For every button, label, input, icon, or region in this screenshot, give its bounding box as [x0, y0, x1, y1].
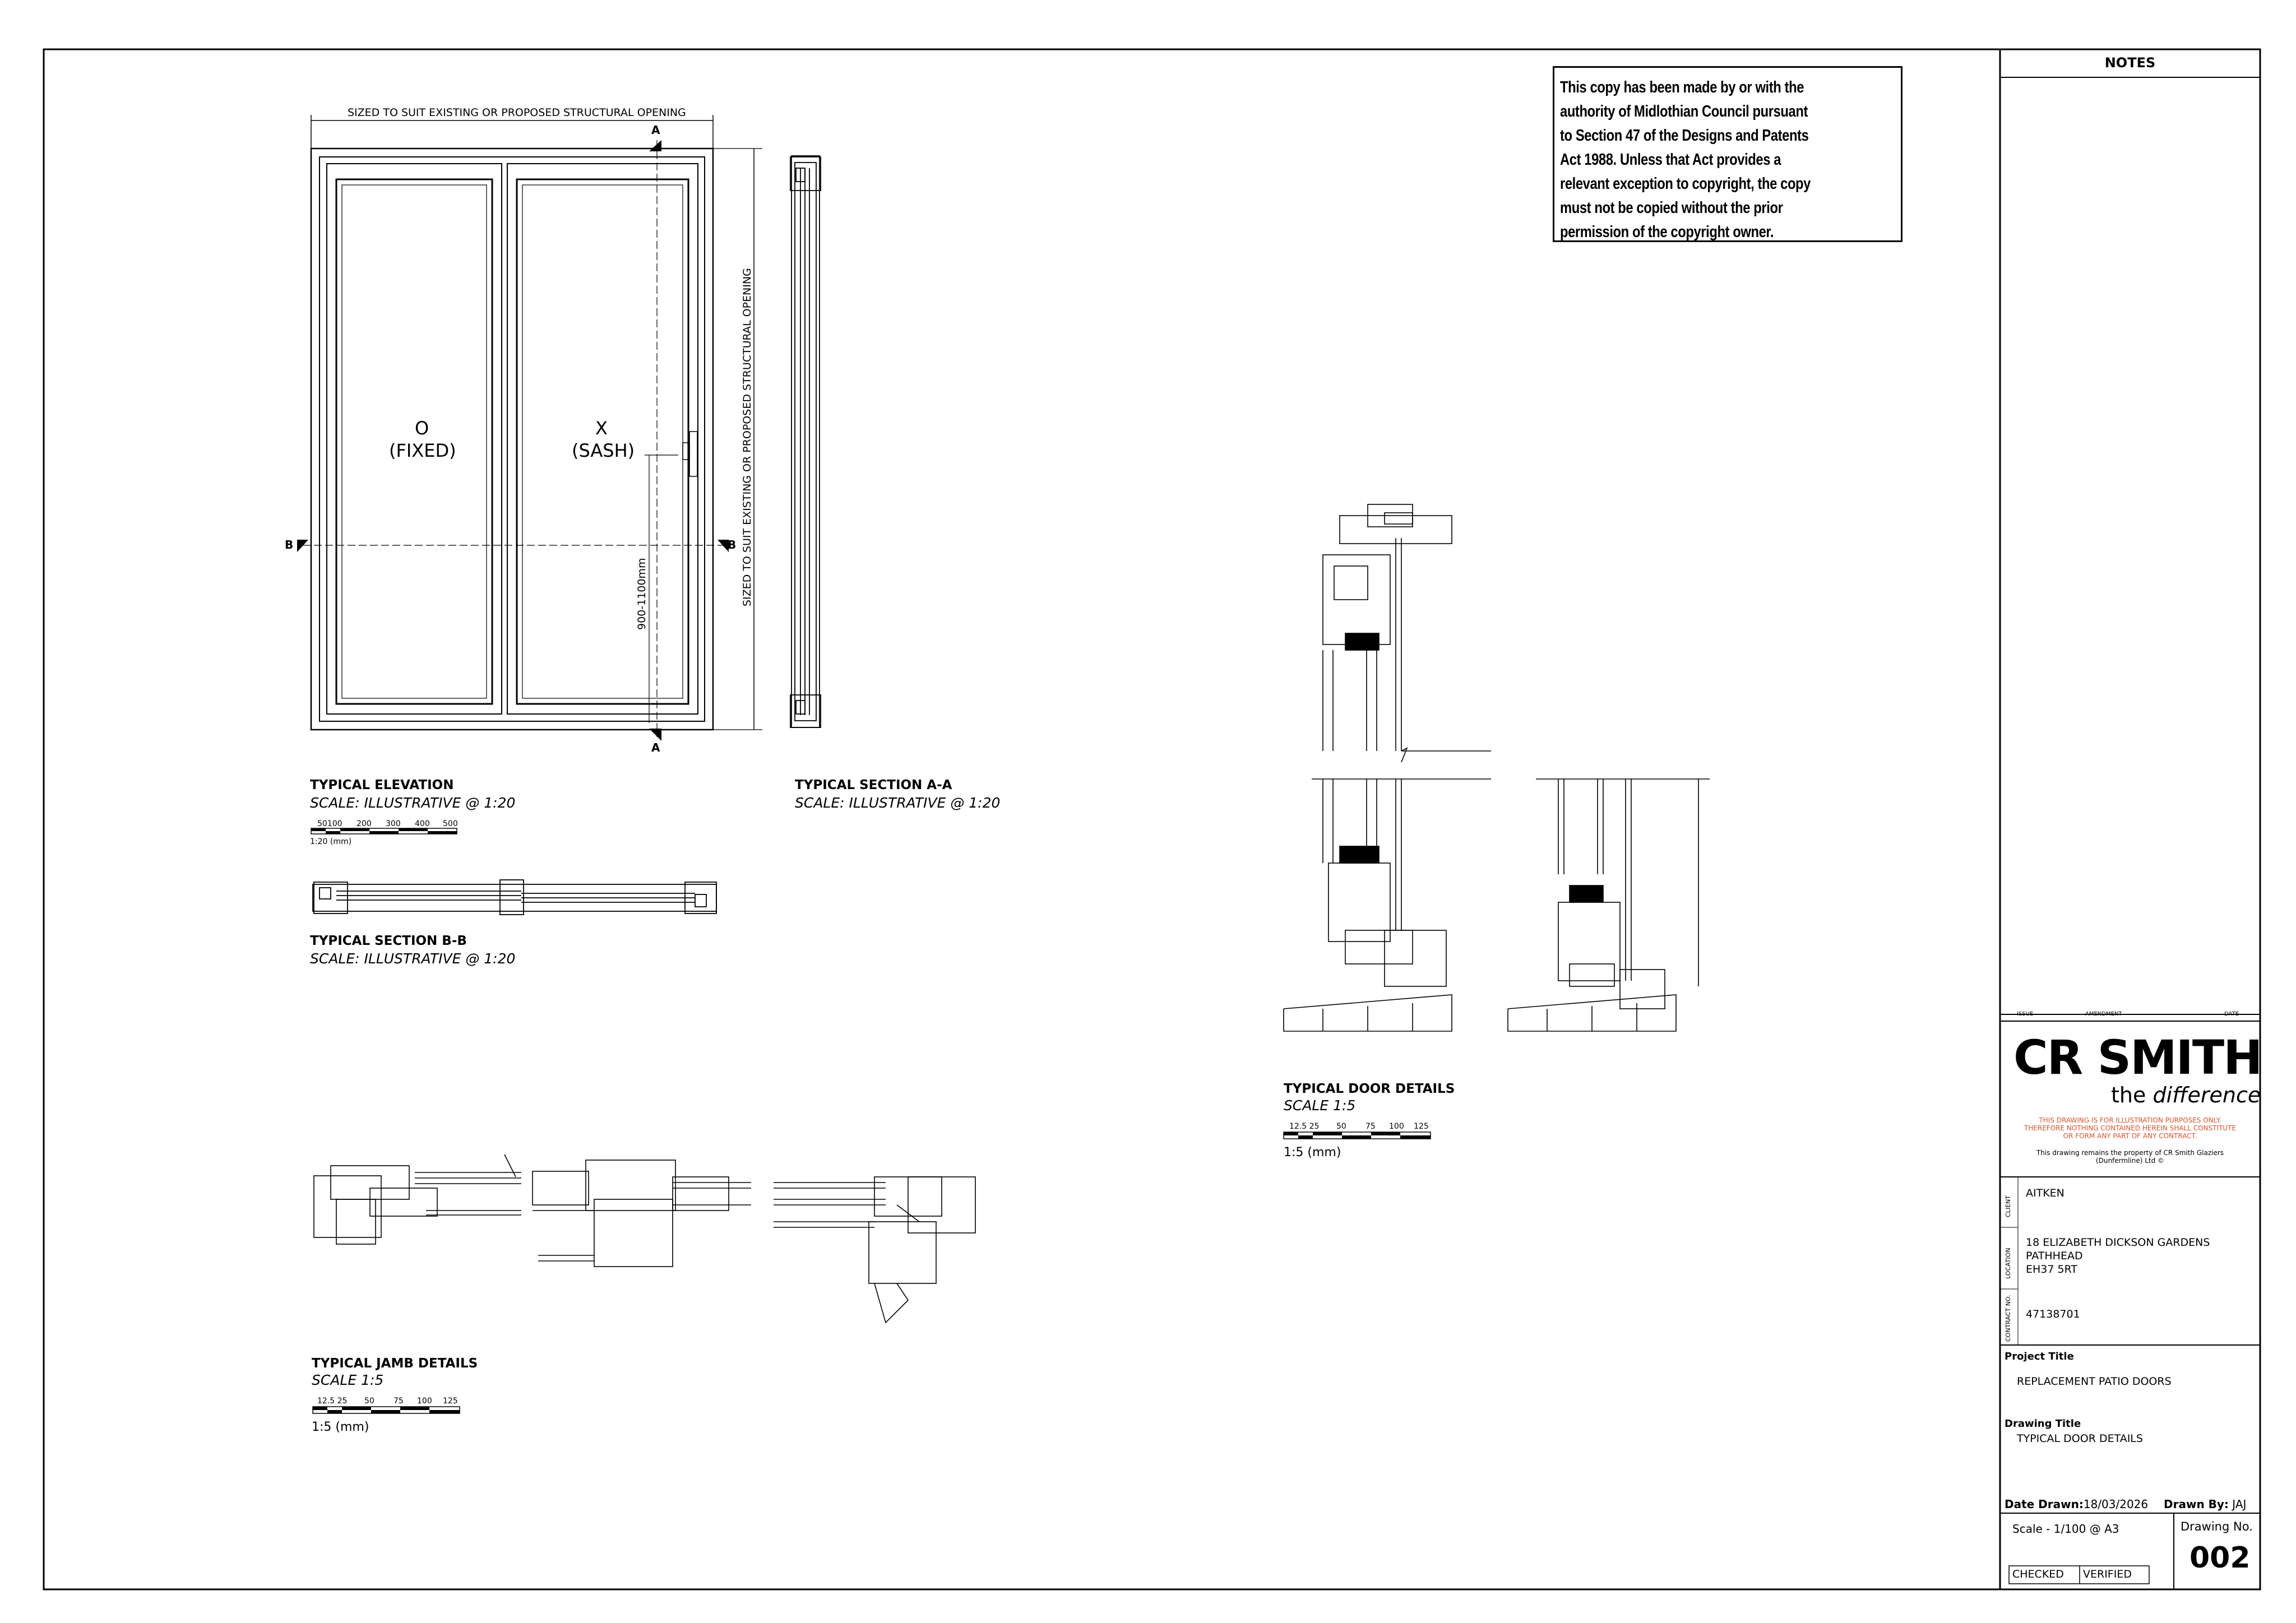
door-details-scale: SCALE 1:5	[1284, 1097, 1356, 1114]
door-scalebar-tick: 75	[1365, 1122, 1376, 1131]
project-title-label: Project Title	[2005, 1351, 2074, 1362]
location-label: LOCATION	[2005, 1248, 2012, 1279]
door-scalebar	[1284, 1132, 1431, 1139]
door-scalebar-tick: 50	[1336, 1122, 1346, 1131]
elevation-scalebar-unit: 1:20 (mm)	[310, 837, 352, 846]
section-b-left-label: B	[285, 538, 294, 551]
left-panel-code: O	[415, 418, 429, 439]
drawn-by-label: Drawn By:	[2164, 1497, 2229, 1511]
contract-label: CONTRACT NO.	[2005, 1295, 2012, 1342]
disclaimer-line: THEREFORE NOTHING CONTAINED HEREIN SHALL CONSTITUTE	[2024, 1124, 2237, 1132]
right-panel-code: X	[595, 418, 608, 439]
section-aa-scale: SCALE: ILLUSTRATIVE @ 1:20	[795, 795, 1001, 811]
drawing-no: 002	[2189, 1541, 2251, 1575]
property-line: This drawing remains the property of CR Smith Glaziers	[2036, 1149, 2224, 1157]
side-dimension-label: SIZED TO SUIT EXISTING OR PROPOSED STRUCTURAL OPENING	[741, 268, 753, 606]
jamb-details-scale: SCALE 1:5	[312, 1372, 384, 1388]
jamb-details-title: TYPICAL JAMB DETAILS	[312, 1356, 478, 1371]
elevation-scalebar	[311, 828, 457, 834]
drawn-by	[2164, 1497, 2246, 1511]
elevation-scalebar-tick: 300	[386, 819, 401, 828]
date-drawn-label: Date Drawn:	[2005, 1497, 2084, 1511]
handle-height-label: 900-1100mm	[636, 558, 648, 630]
amendment-header: AMENDMENT	[2085, 1011, 2122, 1017]
jamb-scalebar-tick: 75	[394, 1397, 404, 1406]
door-details-title: TYPICAL DOOR DETAILS	[1284, 1082, 1455, 1096]
disclaimer-line: THIS DRAWING IS FOR ILLUSTRATION PURPOSES ONLY.	[2039, 1116, 2221, 1124]
door-scalebar-tick: 12.5 25	[1289, 1122, 1320, 1131]
section-a-top-label: A	[651, 123, 660, 137]
section-bb-drawing	[313, 880, 716, 915]
project-title: REPLACEMENT PATIO DOORS	[2017, 1375, 2172, 1388]
elevation-scalebar-tick: 50100	[317, 819, 342, 828]
section-aa-drawing	[790, 156, 821, 727]
location-line: PATHHEAD	[2026, 1250, 2083, 1262]
date-drawn-value: 18/03/2026	[2083, 1497, 2149, 1511]
date-drawn	[2005, 1497, 2148, 1511]
drawn-by-value: JAJ	[2232, 1497, 2247, 1511]
left-panel-type: (FIXED)	[389, 440, 456, 461]
scale-value: Scale - 1/100 @ A3	[2012, 1522, 2119, 1536]
contract-value: 47138701	[2026, 1308, 2080, 1320]
notes-header: NOTES	[2104, 55, 2156, 71]
jamb-scalebar-unit: 1:5 (mm)	[312, 1420, 369, 1434]
elevation-scalebar-tick: 200	[357, 819, 372, 828]
jamb-scalebar-tick: 50	[364, 1397, 374, 1406]
issue-header: ISSUE	[2017, 1011, 2034, 1017]
title-block-lines	[2000, 77, 2260, 1589]
elevation-title: TYPICAL ELEVATION	[310, 778, 454, 792]
section-bb-title: TYPICAL SECTION B-B	[310, 934, 467, 948]
copyright-notice: This copy has been made by or with the authority of Midlothian Council pursuant to Section 47 of the Designs and Patents Act 1988. Unless that Act provides a relevant exception to copyright, the copy must not be copied without the prior permission of the copyright owner.	[1560, 78, 1811, 241]
location-line: 18 ELIZABETH DICKSON GARDENS	[2026, 1236, 2210, 1249]
section-aa-title: TYPICAL SECTION A-A	[795, 778, 952, 792]
tagline-plain: the	[2111, 1083, 2153, 1107]
jamb-scalebar	[313, 1407, 460, 1413]
section-a-bottom-label: A	[651, 741, 660, 754]
copyright-notice-box	[1553, 66, 1902, 242]
door-details-drawing-2	[1508, 779, 1710, 1031]
jamb-scalebar-tick: 12.5 25	[317, 1397, 348, 1406]
property-line: (Dunfermline) Ltd ©	[2095, 1157, 2165, 1165]
section-b-right-label: B	[728, 538, 737, 551]
drawing-title: TYPICAL DOOR DETAILS	[2017, 1432, 2143, 1445]
brand-logo: CR SMITH	[2013, 1030, 2262, 1085]
client-value: AITKEN	[2026, 1187, 2064, 1199]
tagline-italic: difference	[2152, 1083, 2261, 1107]
top-dimension-label: SIZED TO SUIT EXISTING OR PROPOSED STRUCTURAL OPENING	[348, 106, 686, 119]
elevation-scalebar-tick: 500	[443, 819, 458, 828]
door-scalebar-tick: 125	[1414, 1122, 1429, 1131]
checked-box: CHECKED	[2012, 1568, 2064, 1580]
section-markers	[297, 140, 729, 741]
elevation-drawing	[303, 115, 762, 737]
elevation-scale: SCALE: ILLUSTRATIVE @ 1:20	[310, 795, 516, 811]
client-label: CLIENT	[2005, 1195, 2012, 1217]
door-scalebar-unit: 1:5 (mm)	[1284, 1146, 1341, 1160]
jamb-details-drawing	[314, 1154, 975, 1323]
drawing-no-label: Drawing No.	[2181, 1520, 2253, 1533]
jamb-scalebar-tick: 125	[443, 1397, 458, 1406]
right-panel-type: (SASH)	[572, 440, 635, 461]
date-header: DATE	[2224, 1011, 2239, 1017]
door-scalebar-tick: 100	[1389, 1122, 1404, 1131]
jamb-scalebar-tick: 100	[417, 1397, 432, 1406]
location-line: EH37 5RT	[2026, 1263, 2078, 1276]
disclaimer-line: OR FORM ANY PART OF ANY CONTRACT.	[2063, 1132, 2197, 1140]
drawing-title-label: Drawing Title	[2005, 1418, 2081, 1430]
verified-box: VERIFIED	[2083, 1568, 2132, 1580]
section-bb-scale: SCALE: ILLUSTRATIVE @ 1:20	[310, 950, 516, 967]
door-details-drawing	[1284, 504, 1491, 1031]
elevation-scalebar-tick: 400	[415, 819, 430, 828]
brand-tagline	[2111, 1083, 2261, 1107]
